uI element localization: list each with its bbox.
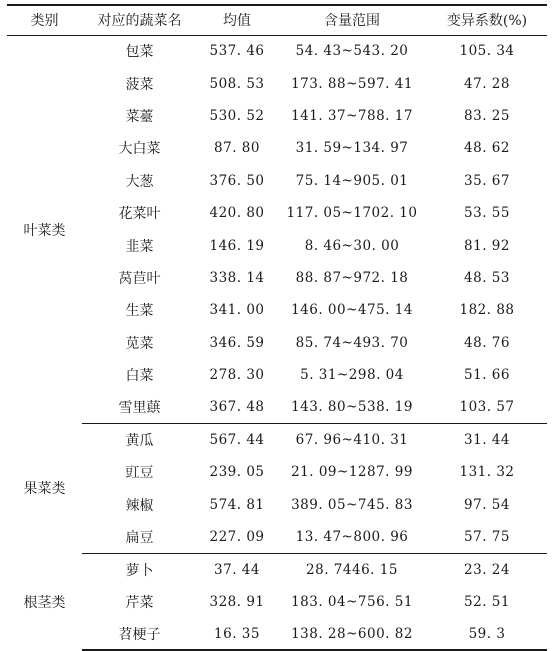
vegetable-name-cell: 雪里蕻 xyxy=(82,391,197,423)
cv-cell: 47. 28 xyxy=(464,75,510,92)
mean-cell: 338. 14 xyxy=(209,269,265,286)
range-cell: 28. 7446. 15 xyxy=(306,561,398,578)
category-cell: 果菜类 xyxy=(23,481,66,498)
vegetable-name-cell: 芹菜 xyxy=(125,594,154,611)
table-row xyxy=(7,67,547,99)
header-mean: 均值 xyxy=(197,5,277,35)
range-cell: 141. 37~788. 17 xyxy=(291,107,413,124)
cv-cell: 53. 55 xyxy=(464,205,510,222)
table-row xyxy=(7,391,547,423)
vegetable-name-cell: 扁豆 xyxy=(82,521,197,553)
table-row xyxy=(7,488,547,520)
table-row xyxy=(7,586,547,618)
mean-cell: 87. 80 xyxy=(214,140,260,157)
cv-cell: 52. 51 xyxy=(464,593,510,610)
cv-cell: 103. 57 xyxy=(427,391,547,423)
cv-cell: 105. 34 xyxy=(459,43,515,60)
mean-cell: 530. 52 xyxy=(209,107,265,124)
vegetable-name-cell: 苕梗子 xyxy=(82,618,197,650)
cv-cell: 182. 88 xyxy=(459,302,515,319)
mean-cell: 227. 09 xyxy=(197,521,277,553)
table-row xyxy=(7,100,547,132)
vegetable-name-cell: 大葱 xyxy=(125,173,154,190)
group-2 xyxy=(7,553,547,650)
range-cell: 5. 31~298. 04 xyxy=(300,367,404,384)
cv-cell: 35. 67 xyxy=(464,172,510,189)
vegetable-name-cell: 菜薹 xyxy=(125,108,154,125)
cv-cell: 48. 53 xyxy=(464,269,510,286)
cv-cell: 131. 32 xyxy=(459,464,515,481)
cv-cell: 83. 25 xyxy=(464,107,510,124)
range-cell: 143. 80~538. 19 xyxy=(277,391,427,423)
mean-cell: 346. 59 xyxy=(209,334,265,351)
cv-cell: 31. 44 xyxy=(464,432,510,449)
cv-cell: 23. 24 xyxy=(464,561,510,578)
cv-cell: 59. 3 xyxy=(427,618,547,650)
table-row xyxy=(7,229,547,261)
mean-cell: 328. 91 xyxy=(209,593,265,610)
mean-cell: 508. 53 xyxy=(209,75,265,92)
mean-cell: 567. 44 xyxy=(209,432,265,449)
cv-cell: 97. 54 xyxy=(464,496,510,513)
range-cell: 67. 96~410. 31 xyxy=(295,432,409,449)
group-1 xyxy=(7,424,547,554)
vegetable-name-cell: 大白菜 xyxy=(118,141,161,158)
vegetable-name-cell: 萝卜 xyxy=(125,562,154,579)
table-row xyxy=(7,165,547,197)
vegetable-name-cell: 辣椒 xyxy=(125,497,154,514)
range-cell: 117. 05~1702. 10 xyxy=(286,205,418,222)
range-cell: 138. 28~600. 82 xyxy=(277,618,427,650)
vegetable-name-cell: 黄瓜 xyxy=(125,433,154,450)
range-cell: 88. 87~972. 18 xyxy=(295,269,409,286)
table-row xyxy=(7,553,547,585)
vegetable-name-cell: 苋菜 xyxy=(125,335,154,352)
cv-cell: 57. 75 xyxy=(427,521,547,553)
vegetable-content-table xyxy=(7,4,547,651)
vegetable-name-cell: 白菜 xyxy=(125,368,154,385)
mean-cell: 278. 30 xyxy=(209,367,265,384)
header-range: 含量范围 xyxy=(277,5,427,35)
cv-cell: 51. 66 xyxy=(464,367,510,384)
mean-cell: 367. 48 xyxy=(197,391,277,423)
vegetable-name-cell: 菠菜 xyxy=(125,76,154,93)
vegetable-name-cell: 韭菜 xyxy=(125,238,154,255)
cv-cell: 48. 62 xyxy=(464,140,510,157)
mean-cell: 16. 35 xyxy=(197,618,277,650)
cv-cell: 81. 92 xyxy=(464,237,510,254)
mean-cell: 376. 50 xyxy=(209,172,265,189)
category-cell: 根茎类 xyxy=(23,594,66,611)
range-cell: 21. 09~1287. 99 xyxy=(291,464,413,481)
mean-cell: 37. 44 xyxy=(214,561,260,578)
mean-cell: 146. 19 xyxy=(209,237,265,254)
range-cell: 13. 47~800. 96 xyxy=(277,521,427,553)
range-cell: 8. 46~30. 00 xyxy=(304,237,400,254)
range-cell: 173. 88~597. 41 xyxy=(291,75,413,92)
table-row xyxy=(7,327,547,359)
range-cell: 85. 74~493. 70 xyxy=(295,334,409,351)
table-row xyxy=(7,456,547,488)
range-cell: 54. 43~543. 20 xyxy=(295,43,409,60)
mean-cell: 537. 46 xyxy=(209,43,265,60)
header-row xyxy=(7,5,547,35)
mean-cell: 341. 00 xyxy=(209,302,265,319)
header-vegetable-name: 对应的蔬菜名 xyxy=(82,5,197,35)
cv-cell: 48. 76 xyxy=(464,334,510,351)
header-category: 类别 xyxy=(7,5,82,35)
range-cell: 183. 04~756. 51 xyxy=(291,593,413,610)
table-row xyxy=(7,618,547,650)
table-row xyxy=(7,35,547,67)
table-row xyxy=(7,294,547,326)
vegetable-name-cell: 豇豆 xyxy=(125,465,154,482)
table-row xyxy=(7,424,547,456)
range-cell: 75. 14~905. 01 xyxy=(295,172,409,189)
range-cell: 31. 59~134. 97 xyxy=(295,140,409,157)
table-row xyxy=(7,132,547,164)
mean-cell: 420. 80 xyxy=(209,205,265,222)
vegetable-name-cell: 花菜叶 xyxy=(118,206,161,223)
table-row xyxy=(7,521,547,553)
table-row xyxy=(7,262,547,294)
mean-cell: 574. 81 xyxy=(209,496,265,513)
mean-cell: 239. 05 xyxy=(209,464,265,481)
range-cell: 389. 05~745. 83 xyxy=(291,496,413,513)
category-cell: 叶菜类 xyxy=(23,222,66,239)
vegetable-name-cell: 生菜 xyxy=(125,303,154,320)
header-cv: 变异系数(%) xyxy=(427,5,547,35)
range-cell: 146. 00~475. 14 xyxy=(291,302,413,319)
table-row xyxy=(7,197,547,229)
vegetable-name-cell: 包菜 xyxy=(125,44,154,61)
group-0 xyxy=(7,35,547,424)
vegetable-name-cell: 莴苣叶 xyxy=(118,270,161,287)
table-row xyxy=(7,359,547,391)
